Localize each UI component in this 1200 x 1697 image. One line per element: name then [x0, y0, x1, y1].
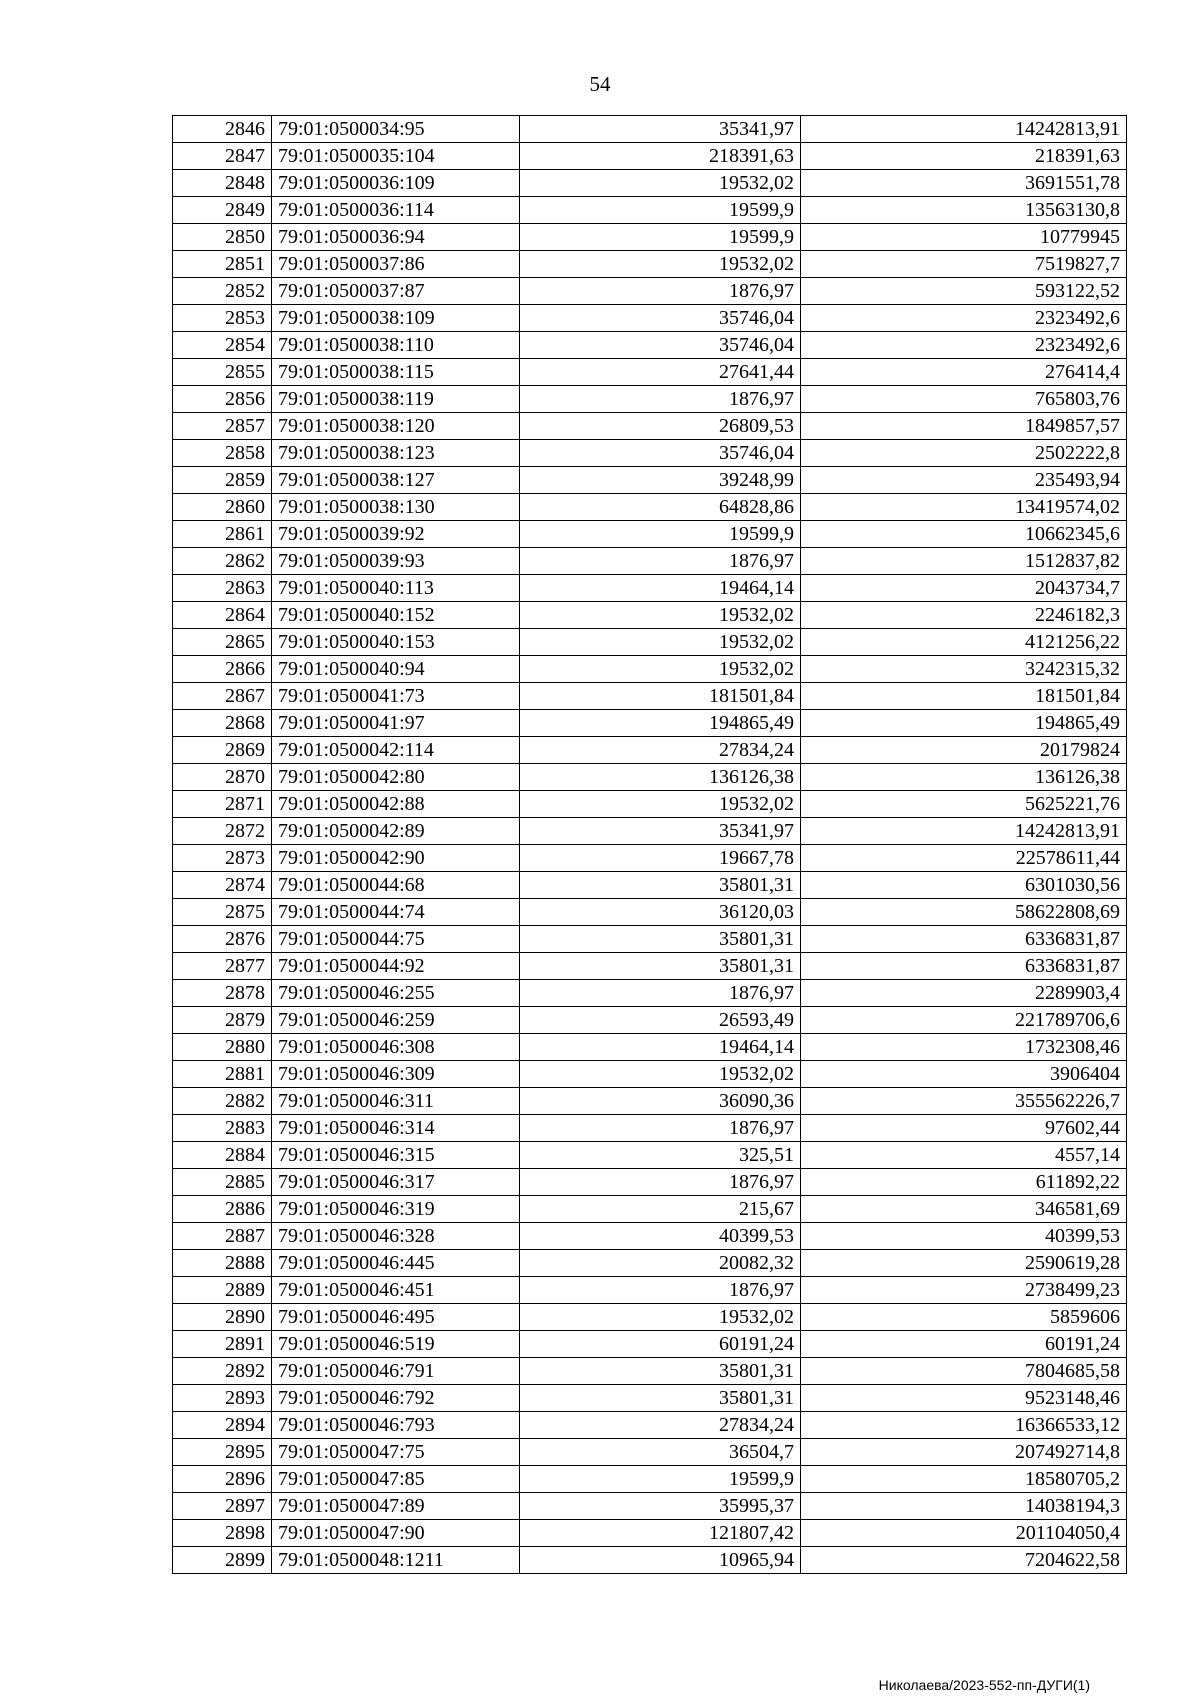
- table-row: [173, 1331, 1127, 1358]
- page-number: 54: [589, 72, 611, 96]
- cadastral-number-cell: 79:01:0500039:92: [272, 521, 520, 548]
- table-row: [173, 656, 1127, 683]
- value-b-cell: 4121256,22: [801, 629, 1127, 656]
- row-number-cell: 2877: [173, 953, 272, 980]
- cadastral-number-cell: 79:01:0500046:309: [272, 1061, 520, 1088]
- row-number-cell: 2884: [173, 1142, 272, 1169]
- table-row: [173, 1439, 1127, 1466]
- cadastral-number-cell: 79:01:0500034:95: [272, 116, 520, 143]
- value-b-cell: 2043734,7: [801, 575, 1127, 602]
- cadastral-number-cell: 79:01:0500046:308: [272, 1034, 520, 1061]
- value-b-cell: 201104050,4: [801, 1520, 1127, 1547]
- value-b-cell: 2323492,6: [801, 305, 1127, 332]
- value-b-cell: 60191,24: [801, 1331, 1127, 1358]
- row-number-cell: 2880: [173, 1034, 272, 1061]
- value-b-cell: 9523148,46: [801, 1385, 1127, 1412]
- cadastral-number-cell: 79:01:0500041:97: [272, 710, 520, 737]
- row-number-cell: 2869: [173, 737, 272, 764]
- row-number-cell: 2876: [173, 926, 272, 953]
- table-row: [173, 197, 1127, 224]
- value-b-cell: 2590619,28: [801, 1250, 1127, 1277]
- row-number-cell: 2878: [173, 980, 272, 1007]
- row-number-cell: 2866: [173, 656, 272, 683]
- row-number-cell: 2883: [173, 1115, 272, 1142]
- cadastral-number-cell: 79:01:0500046:451: [272, 1277, 520, 1304]
- row-number-cell: 2892: [173, 1358, 272, 1385]
- value-a-cell: 26809,53: [520, 413, 801, 440]
- value-a-cell: 194865,49: [520, 710, 801, 737]
- table-body: [173, 116, 1127, 1574]
- value-b-cell: 2738499,23: [801, 1277, 1127, 1304]
- cadastral-number-cell: 79:01:0500047:85: [272, 1466, 520, 1493]
- value-a-cell: 35801,31: [520, 872, 801, 899]
- value-b-cell: 10662345,6: [801, 521, 1127, 548]
- cadastral-number-cell: 79:01:0500046:495: [272, 1304, 520, 1331]
- value-a-cell: 325,51: [520, 1142, 801, 1169]
- value-a-cell: 35995,37: [520, 1493, 801, 1520]
- value-a-cell: 64828,86: [520, 494, 801, 521]
- value-a-cell: 1876,97: [520, 548, 801, 575]
- value-b-cell: 22578611,44: [801, 845, 1127, 872]
- row-number-cell: 2897: [173, 1493, 272, 1520]
- table-row: [173, 818, 1127, 845]
- cadastral-number-cell: 79:01:0500046:445: [272, 1250, 520, 1277]
- table-row: [173, 1412, 1127, 1439]
- value-a-cell: 19599,9: [520, 224, 801, 251]
- table-row: [173, 521, 1127, 548]
- row-number-cell: 2858: [173, 440, 272, 467]
- cadastral-number-cell: 79:01:0500039:93: [272, 548, 520, 575]
- row-number-cell: 2853: [173, 305, 272, 332]
- value-a-cell: 1876,97: [520, 386, 801, 413]
- table-row: [173, 737, 1127, 764]
- cadastral-number-cell: 79:01:0500036:114: [272, 197, 520, 224]
- value-a-cell: 19464,14: [520, 575, 801, 602]
- cadastral-number-cell: 79:01:0500040:152: [272, 602, 520, 629]
- cadastral-number-cell: 79:01:0500042:90: [272, 845, 520, 872]
- value-a-cell: 10965,94: [520, 1547, 801, 1574]
- cadastral-number-cell: 79:01:0500044:92: [272, 953, 520, 980]
- table-row: [173, 926, 1127, 953]
- value-b-cell: 2289903,4: [801, 980, 1127, 1007]
- cadastral-number-cell: 79:01:0500037:87: [272, 278, 520, 305]
- value-b-cell: 2323492,6: [801, 332, 1127, 359]
- cadastral-number-cell: 79:01:0500036:109: [272, 170, 520, 197]
- table-row: [173, 629, 1127, 656]
- row-number-cell: 2868: [173, 710, 272, 737]
- row-number-cell: 2849: [173, 197, 272, 224]
- table-row: [173, 494, 1127, 521]
- table-row: [173, 1142, 1127, 1169]
- value-b-cell: 7804685,58: [801, 1358, 1127, 1385]
- value-a-cell: 19532,02: [520, 629, 801, 656]
- value-b-cell: 13563130,8: [801, 197, 1127, 224]
- value-b-cell: 1732308,46: [801, 1034, 1127, 1061]
- table-row: [173, 224, 1127, 251]
- table-row: [173, 413, 1127, 440]
- row-number-cell: 2871: [173, 791, 272, 818]
- cadastral-number-cell: 79:01:0500038:127: [272, 467, 520, 494]
- row-number-cell: 2888: [173, 1250, 272, 1277]
- cadastral-table: [172, 115, 1127, 1574]
- table-row: [173, 845, 1127, 872]
- cadastral-number-cell: 79:01:0500047:89: [272, 1493, 520, 1520]
- cadastral-number-cell: 79:01:0500038:119: [272, 386, 520, 413]
- cadastral-number-cell: 79:01:0500037:86: [272, 251, 520, 278]
- value-b-cell: 5625221,76: [801, 791, 1127, 818]
- row-number-cell: 2875: [173, 899, 272, 926]
- value-b-cell: 3242315,32: [801, 656, 1127, 683]
- value-a-cell: 19532,02: [520, 251, 801, 278]
- table-row: [173, 575, 1127, 602]
- row-number-cell: 2846: [173, 116, 272, 143]
- table-row: [173, 1007, 1127, 1034]
- row-number-cell: 2893: [173, 1385, 272, 1412]
- value-b-cell: 97602,44: [801, 1115, 1127, 1142]
- value-a-cell: 36120,03: [520, 899, 801, 926]
- table-row: [173, 683, 1127, 710]
- row-number-cell: 2879: [173, 1007, 272, 1034]
- cadastral-number-cell: 79:01:0500046:319: [272, 1196, 520, 1223]
- cadastral-number-cell: 79:01:0500046:793: [272, 1412, 520, 1439]
- value-a-cell: 19599,9: [520, 1466, 801, 1493]
- value-a-cell: 27834,24: [520, 737, 801, 764]
- row-number-cell: 2889: [173, 1277, 272, 1304]
- value-b-cell: 593122,52: [801, 278, 1127, 305]
- value-b-cell: 14242813,91: [801, 818, 1127, 845]
- table-row: [173, 359, 1127, 386]
- table-row: [173, 899, 1127, 926]
- value-b-cell: 20179824: [801, 737, 1127, 764]
- cadastral-number-cell: 79:01:0500046:791: [272, 1358, 520, 1385]
- row-number-cell: 2891: [173, 1331, 272, 1358]
- value-b-cell: 611892,22: [801, 1169, 1127, 1196]
- cadastral-number-cell: 79:01:0500047:75: [272, 1439, 520, 1466]
- table-row: [173, 1493, 1127, 1520]
- value-a-cell: 35746,04: [520, 305, 801, 332]
- row-number-cell: 2850: [173, 224, 272, 251]
- value-b-cell: 355562226,7: [801, 1088, 1127, 1115]
- cadastral-number-cell: 79:01:0500042:89: [272, 818, 520, 845]
- table-row: [173, 1196, 1127, 1223]
- row-number-cell: 2865: [173, 629, 272, 656]
- value-a-cell: 39248,99: [520, 467, 801, 494]
- value-a-cell: 60191,24: [520, 1331, 801, 1358]
- value-b-cell: 181501,84: [801, 683, 1127, 710]
- row-number-cell: 2873: [173, 845, 272, 872]
- value-b-cell: 40399,53: [801, 1223, 1127, 1250]
- cadastral-number-cell: 79:01:0500046:315: [272, 1142, 520, 1169]
- value-a-cell: 19667,78: [520, 845, 801, 872]
- value-a-cell: 27641,44: [520, 359, 801, 386]
- cadastral-number-cell: 79:01:0500044:68: [272, 872, 520, 899]
- value-b-cell: 235493,94: [801, 467, 1127, 494]
- row-number-cell: 2872: [173, 818, 272, 845]
- table-row: [173, 791, 1127, 818]
- row-number-cell: 2898: [173, 1520, 272, 1547]
- row-number-cell: 2857: [173, 413, 272, 440]
- cadastral-number-cell: 79:01:0500038:130: [272, 494, 520, 521]
- table-row: [173, 1034, 1127, 1061]
- row-number-cell: 2847: [173, 143, 272, 170]
- value-a-cell: 26593,49: [520, 1007, 801, 1034]
- row-number-cell: 2899: [173, 1547, 272, 1574]
- row-number-cell: 2882: [173, 1088, 272, 1115]
- value-b-cell: 218391,63: [801, 143, 1127, 170]
- cadastral-number-cell: 79:01:0500046:255: [272, 980, 520, 1007]
- row-number-cell: 2861: [173, 521, 272, 548]
- value-a-cell: 19532,02: [520, 1304, 801, 1331]
- table-row: [173, 1223, 1127, 1250]
- cadastral-number-cell: 79:01:0500044:74: [272, 899, 520, 926]
- value-b-cell: 58622808,69: [801, 899, 1127, 926]
- value-b-cell: 7204622,58: [801, 1547, 1127, 1574]
- value-a-cell: 1876,97: [520, 278, 801, 305]
- value-b-cell: 5859606: [801, 1304, 1127, 1331]
- value-a-cell: 27834,24: [520, 1412, 801, 1439]
- row-number-cell: 2874: [173, 872, 272, 899]
- cadastral-number-cell: 79:01:0500040:153: [272, 629, 520, 656]
- table-row: [173, 710, 1127, 737]
- row-number-cell: 2856: [173, 386, 272, 413]
- value-b-cell: 221789706,6: [801, 1007, 1127, 1034]
- value-a-cell: 1876,97: [520, 1115, 801, 1142]
- cadastral-number-cell: 79:01:0500038:109: [272, 305, 520, 332]
- cadastral-number-cell: 79:01:0500046:792: [272, 1385, 520, 1412]
- value-a-cell: 19532,02: [520, 656, 801, 683]
- value-a-cell: 1876,97: [520, 1277, 801, 1304]
- value-a-cell: 136126,38: [520, 764, 801, 791]
- table-row: [173, 764, 1127, 791]
- table-row: [173, 1358, 1127, 1385]
- row-number-cell: 2852: [173, 278, 272, 305]
- value-b-cell: 3691551,78: [801, 170, 1127, 197]
- value-b-cell: 6301030,56: [801, 872, 1127, 899]
- value-a-cell: 19532,02: [520, 1061, 801, 1088]
- value-b-cell: 4557,14: [801, 1142, 1127, 1169]
- value-b-cell: 6336831,87: [801, 953, 1127, 980]
- value-a-cell: 35341,97: [520, 116, 801, 143]
- cadastral-number-cell: 79:01:0500042:114: [272, 737, 520, 764]
- table-row: [173, 386, 1127, 413]
- table-row: [173, 332, 1127, 359]
- table-row: [173, 953, 1127, 980]
- value-b-cell: 765803,76: [801, 386, 1127, 413]
- table-row: [173, 1547, 1127, 1574]
- table-row: [173, 1520, 1127, 1547]
- cadastral-number-cell: 79:01:0500036:94: [272, 224, 520, 251]
- table-row: [173, 467, 1127, 494]
- table-row: [173, 548, 1127, 575]
- value-a-cell: 40399,53: [520, 1223, 801, 1250]
- table-row: [173, 440, 1127, 467]
- cadastral-number-cell: 79:01:0500046:328: [272, 1223, 520, 1250]
- cadastral-number-cell: 79:01:0500040:113: [272, 575, 520, 602]
- table-row: [173, 980, 1127, 1007]
- value-a-cell: 1876,97: [520, 1169, 801, 1196]
- table-row: [173, 1304, 1127, 1331]
- table-row: [173, 1061, 1127, 1088]
- value-b-cell: 276414,4: [801, 359, 1127, 386]
- cadastral-number-cell: 79:01:0500035:104: [272, 143, 520, 170]
- value-a-cell: 218391,63: [520, 143, 801, 170]
- row-number-cell: 2854: [173, 332, 272, 359]
- cadastral-number-cell: 79:01:0500038:115: [272, 359, 520, 386]
- cadastral-number-cell: 79:01:0500046:519: [272, 1331, 520, 1358]
- cadastral-number-cell: 79:01:0500041:73: [272, 683, 520, 710]
- cadastral-number-cell: 79:01:0500046:259: [272, 1007, 520, 1034]
- value-b-cell: 3906404: [801, 1061, 1127, 1088]
- table-row: [173, 170, 1127, 197]
- table-row: [173, 1115, 1127, 1142]
- value-a-cell: 20082,32: [520, 1250, 801, 1277]
- row-number-cell: 2896: [173, 1466, 272, 1493]
- value-a-cell: 19532,02: [520, 170, 801, 197]
- cadastral-number-cell: 79:01:0500046:314: [272, 1115, 520, 1142]
- value-b-cell: 194865,49: [801, 710, 1127, 737]
- value-a-cell: 181501,84: [520, 683, 801, 710]
- value-a-cell: 1876,97: [520, 980, 801, 1007]
- value-a-cell: 121807,42: [520, 1520, 801, 1547]
- row-number-cell: 2894: [173, 1412, 272, 1439]
- value-b-cell: 1512837,82: [801, 548, 1127, 575]
- value-b-cell: 16366533,12: [801, 1412, 1127, 1439]
- table-row: [173, 1466, 1127, 1493]
- row-number-cell: 2862: [173, 548, 272, 575]
- value-b-cell: 136126,38: [801, 764, 1127, 791]
- cadastral-number-cell: 79:01:0500042:80: [272, 764, 520, 791]
- value-b-cell: 10779945: [801, 224, 1127, 251]
- value-a-cell: 35341,97: [520, 818, 801, 845]
- table-row: [173, 1277, 1127, 1304]
- cadastral-number-cell: 79:01:0500046:317: [272, 1169, 520, 1196]
- cadastral-number-cell: 79:01:0500038:123: [272, 440, 520, 467]
- table-row: [173, 1385, 1127, 1412]
- value-a-cell: 19599,9: [520, 197, 801, 224]
- value-b-cell: 7519827,7: [801, 251, 1127, 278]
- row-number-cell: 2864: [173, 602, 272, 629]
- table-row: [173, 1088, 1127, 1115]
- row-number-cell: 2895: [173, 1439, 272, 1466]
- row-number-cell: 2859: [173, 467, 272, 494]
- value-a-cell: 35746,04: [520, 440, 801, 467]
- value-a-cell: 19532,02: [520, 791, 801, 818]
- row-number-cell: 2886: [173, 1196, 272, 1223]
- table-row: [173, 872, 1127, 899]
- value-a-cell: 35746,04: [520, 332, 801, 359]
- table-row: [173, 278, 1127, 305]
- value-a-cell: 215,67: [520, 1196, 801, 1223]
- row-number-cell: 2881: [173, 1061, 272, 1088]
- cadastral-number-cell: 79:01:0500042:88: [272, 791, 520, 818]
- row-number-cell: 2855: [173, 359, 272, 386]
- cadastral-number-cell: 79:01:0500038:120: [272, 413, 520, 440]
- row-number-cell: 2867: [173, 683, 272, 710]
- value-b-cell: 14038194,3: [801, 1493, 1127, 1520]
- table-row: [173, 143, 1127, 170]
- cadastral-number-cell: 79:01:0500046:311: [272, 1088, 520, 1115]
- table-row: [173, 1169, 1127, 1196]
- table-row: [173, 251, 1127, 278]
- cadastral-number-cell: 79:01:0500040:94: [272, 656, 520, 683]
- value-b-cell: 6336831,87: [801, 926, 1127, 953]
- value-b-cell: 2502222,8: [801, 440, 1127, 467]
- value-a-cell: 36090,36: [520, 1088, 801, 1115]
- value-a-cell: 35801,31: [520, 1385, 801, 1412]
- row-number-cell: 2863: [173, 575, 272, 602]
- value-b-cell: 346581,69: [801, 1196, 1127, 1223]
- row-number-cell: 2851: [173, 251, 272, 278]
- value-a-cell: 35801,31: [520, 953, 801, 980]
- value-b-cell: 18580705,2: [801, 1466, 1127, 1493]
- value-a-cell: 19464,14: [520, 1034, 801, 1061]
- value-a-cell: 36504,7: [520, 1439, 801, 1466]
- table-row: [173, 116, 1127, 143]
- value-b-cell: 2246182,3: [801, 602, 1127, 629]
- value-b-cell: 13419574,02: [801, 494, 1127, 521]
- row-number-cell: 2890: [173, 1304, 272, 1331]
- table-row: [173, 305, 1127, 332]
- cadastral-number-cell: 79:01:0500038:110: [272, 332, 520, 359]
- table-row: [173, 1250, 1127, 1277]
- value-a-cell: 19599,9: [520, 521, 801, 548]
- cadastral-number-cell: 79:01:0500044:75: [272, 926, 520, 953]
- value-a-cell: 35801,31: [520, 926, 801, 953]
- row-number-cell: 2860: [173, 494, 272, 521]
- row-number-cell: 2848: [173, 170, 272, 197]
- cadastral-number-cell: 79:01:0500047:90: [272, 1520, 520, 1547]
- document-footer: Николаева/2023-552-пп-ДУГИ(1): [878, 1677, 1090, 1693]
- cadastral-number-cell: 79:01:0500048:1211: [272, 1547, 520, 1574]
- value-b-cell: 207492714,8: [801, 1439, 1127, 1466]
- value-a-cell: 35801,31: [520, 1358, 801, 1385]
- row-number-cell: 2885: [173, 1169, 272, 1196]
- value-a-cell: 19532,02: [520, 602, 801, 629]
- value-b-cell: 1849857,57: [801, 413, 1127, 440]
- row-number-cell: 2887: [173, 1223, 272, 1250]
- table-row: [173, 602, 1127, 629]
- row-number-cell: 2870: [173, 764, 272, 791]
- value-b-cell: 14242813,91: [801, 116, 1127, 143]
